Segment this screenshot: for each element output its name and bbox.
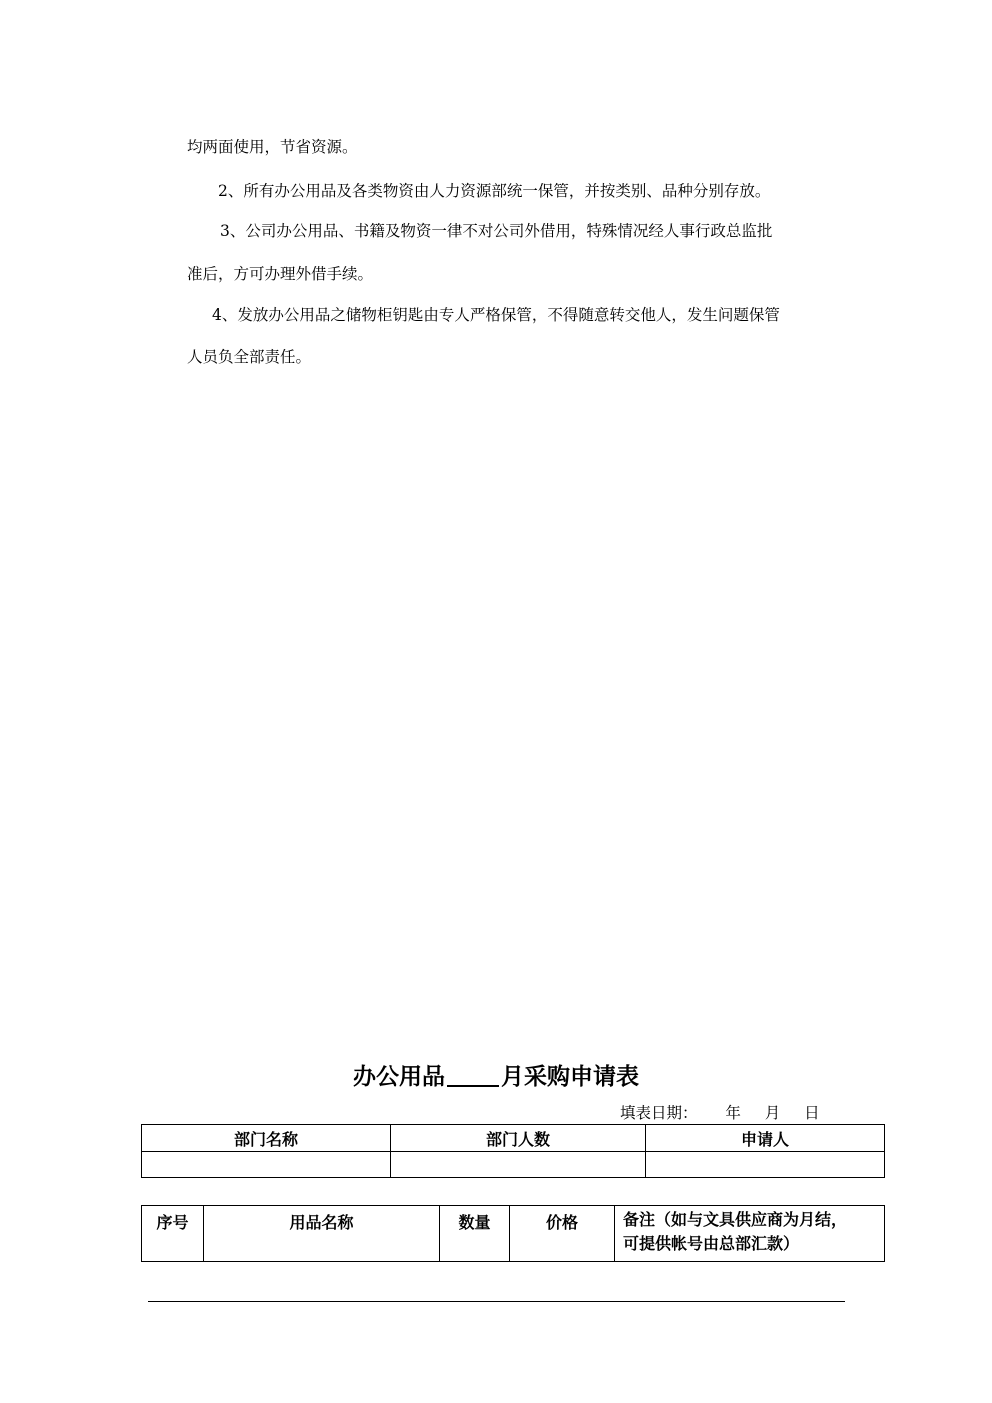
department-info-table: [141, 1124, 885, 1178]
header-department-name: 部门名称: [142, 1125, 391, 1152]
header-price: 价格: [510, 1206, 615, 1262]
year-label: 年: [725, 1104, 741, 1122]
header-quantity: 数量: [440, 1206, 510, 1262]
cell-department-headcount[interactable]: [391, 1152, 646, 1178]
header-serial-number: 序号: [142, 1206, 204, 1262]
paragraph-4-line-1: 4、发放办公用品之储物柜钥匙由专人严格保管，不得随意转交他人，发生问题保管: [212, 306, 780, 324]
cell-applicant[interactable]: [646, 1152, 885, 1178]
fill-date: [620, 1101, 820, 1123]
day-label: 日: [804, 1104, 820, 1122]
header-department-headcount: 部门人数: [391, 1125, 646, 1152]
header-applicant: 申请人: [646, 1125, 885, 1152]
month-label: 月: [764, 1104, 781, 1122]
header-item-name: 用品名称: [204, 1206, 440, 1262]
paragraph-1-continued: 均两面使用，节省资源。: [187, 138, 358, 156]
cell-department-name[interactable]: [142, 1152, 391, 1178]
form-title-suffix: 月采购申请表: [501, 1064, 639, 1090]
paragraph-3-line-2: 准后，方可办理外借手续。: [187, 265, 374, 283]
paragraph-4-line-2: 人员负全部责任。: [187, 348, 312, 366]
paragraph-3-line-1: 3、公司办公用品、书籍及物资一律不对公司外借用，特殊情况经人事行政总监批: [220, 222, 773, 240]
remark-line-2: 可提供帐号由总部汇款）: [623, 1234, 800, 1253]
footer-divider: [148, 1301, 845, 1302]
header-remark: [615, 1206, 885, 1262]
paragraph-2: 2、所有办公用品及各类物资由人力资源部统一保管，并按类别、品种分别存放。: [218, 182, 771, 200]
remark-line-1: 备注（如与文具供应商为月结，: [623, 1210, 848, 1229]
form-title: [0, 1058, 992, 1091]
fill-date-label: 填表日期：: [620, 1104, 698, 1122]
month-blank[interactable]: [447, 1063, 499, 1087]
form-title-prefix: 办公用品: [353, 1064, 445, 1090]
items-table: [141, 1205, 885, 1262]
